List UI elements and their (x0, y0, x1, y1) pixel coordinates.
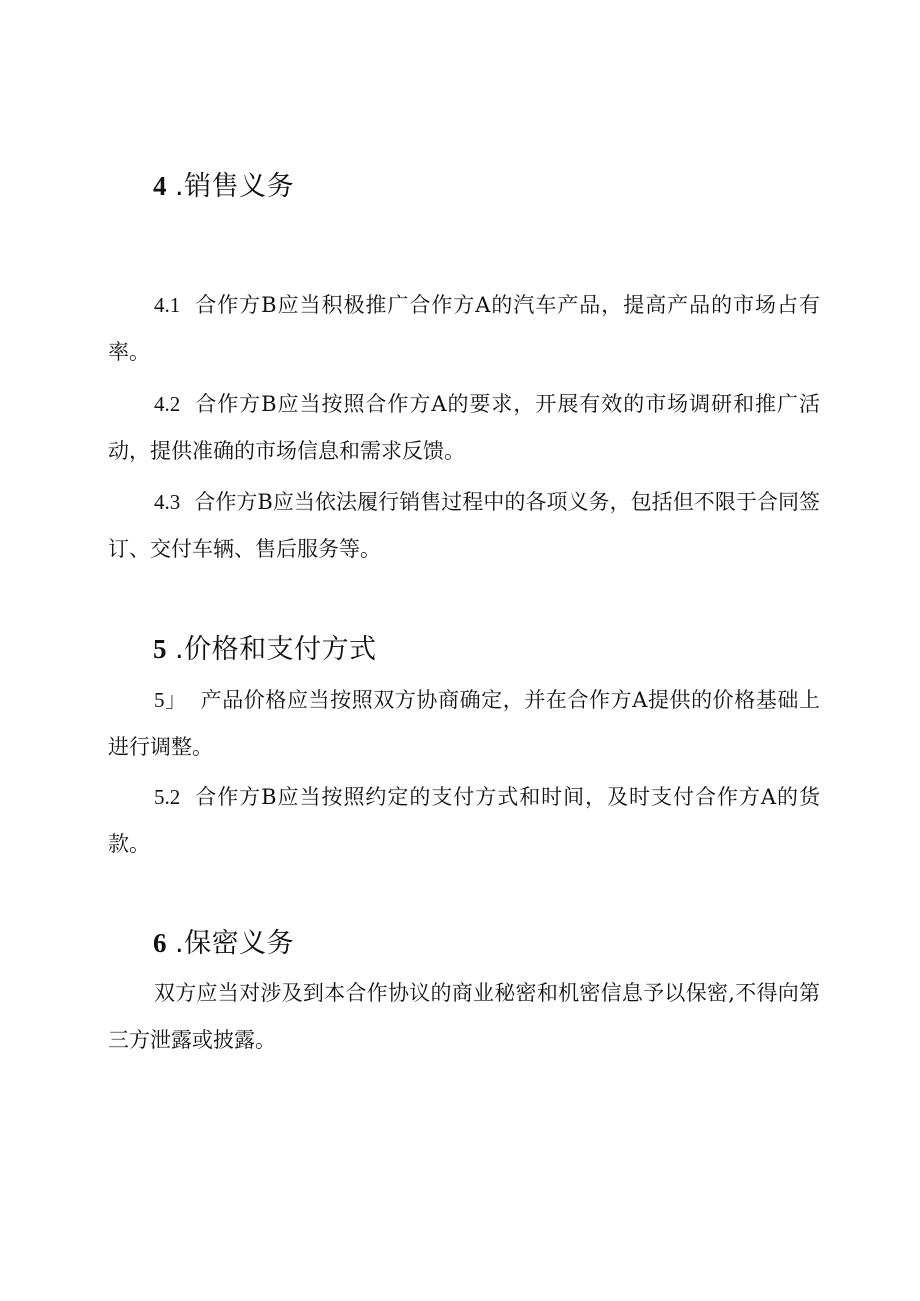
section-title: .价格和支付方式 (175, 634, 377, 665)
paragraph-4-3 (108, 479, 820, 573)
paragraph-number: 5」 (154, 688, 187, 712)
section-title: .销售义务 (175, 171, 295, 202)
section-title: .保密义务 (175, 928, 295, 959)
paragraph-text: 合作方B应当按照合作方A的要求，开展有效的市场调研和推广活动，提供准确的市场信息和需求反馈。 (108, 392, 820, 463)
paragraph-text: 产品价格应当按照双方协商确定，并在合作方A提供的价格基础上进行调整。 (108, 688, 820, 759)
paragraph-4-2 (108, 381, 820, 475)
paragraph-4-1 (108, 282, 820, 376)
paragraph-text: 合作方B应当积极推广合作方A的汽车产品，提高产品的市场占有率。 (108, 293, 820, 364)
paragraph-6-1 (108, 970, 820, 1064)
paragraph-text: 合作方B应当依法履行销售过程中的各项义务，包括但不限于合同签订、交付车辆、售后服务等。 (108, 490, 820, 561)
paragraph-number: 5.2 (154, 785, 181, 809)
paragraph-number: 4.3 (154, 490, 181, 514)
section-number: 4 (153, 171, 167, 201)
paragraph-text: 双方应当对涉及到本合作协议的商业秘密和机密信息予以保密,不得向第三方泄露或披露。 (108, 981, 820, 1052)
section-number: 6 (153, 928, 167, 958)
paragraph-text: 合作方B应当按照约定的支付方式和时间，及时支付合作方A的货款。 (108, 785, 820, 856)
section-5-heading (153, 636, 377, 663)
paragraph-5-1 (108, 677, 820, 771)
paragraph-number: 4.2 (154, 392, 181, 416)
paragraph-number: 4.1 (154, 293, 181, 317)
section-number: 5 (153, 634, 167, 664)
section-6-heading (153, 930, 294, 957)
paragraph-5-2 (108, 774, 820, 868)
section-4-heading (153, 173, 294, 200)
